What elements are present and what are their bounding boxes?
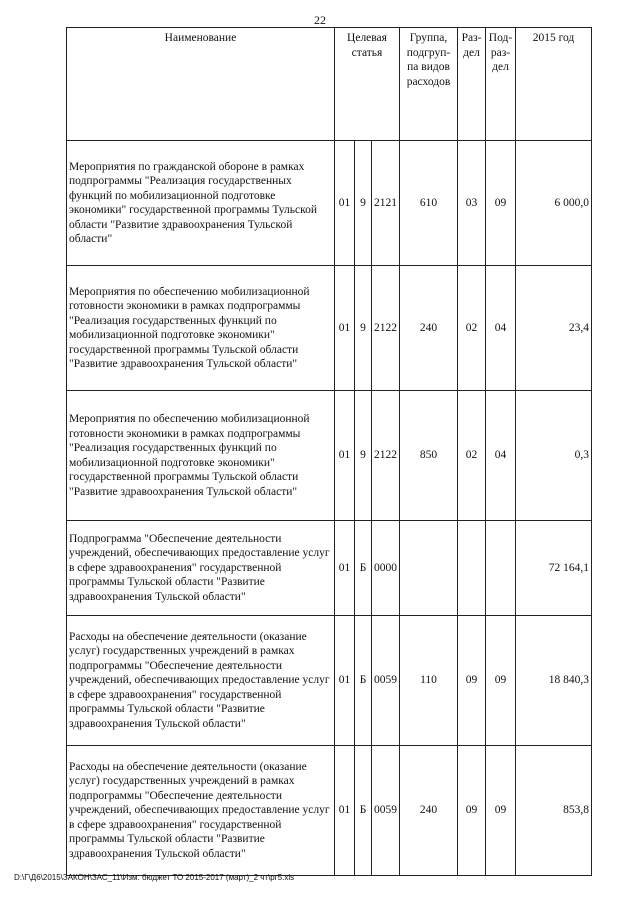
amount-2015: 18 840,3: [516, 616, 592, 746]
expense-group: 240: [400, 266, 458, 391]
row-name: Расходы на обеспечение деятельности (оказание услуг) государственных учреждений в рамках подпрограммы "Обеспечение деятельности учреждений, обеспечивающих предоставление услуг в сфере здравоохранения" государственной программы Тульской области "Развитие здравоохранения Тульской области": [67, 616, 335, 746]
budget-table: [66, 27, 592, 876]
table-row: [67, 141, 592, 266]
row-name: Мероприятия по обеспечению мобилизационной готовности экономики в рамках подпрограммы "Реализация государственных функций по мобилизационной подготовке экономики" государственной программы Тульской области "Развитие здравоохранения Тульской области": [67, 266, 335, 391]
section-code: 02: [458, 266, 486, 391]
subsection-code: 09: [486, 746, 516, 876]
target-code-subprogram: 9: [355, 266, 372, 391]
target-code-program: 01: [335, 391, 355, 521]
header-group: Группа, подгруп-па видов расходов: [400, 28, 458, 141]
table-row: [67, 266, 592, 391]
amount-2015: 0,3: [516, 391, 592, 521]
amount-2015: 853,8: [516, 746, 592, 876]
row-name: Мероприятия по гражданской обороне в рамках подпрограммы "Реализация государственных функций по мобилизационной подготовке экономики" государственной программы Тульской области "Развитие здравоохранения Тульской области": [67, 141, 335, 266]
header-row: [67, 28, 592, 141]
target-code-program: 01: [335, 266, 355, 391]
target-code-program: 01: [335, 746, 355, 876]
header-name: Наименование: [67, 28, 335, 141]
header-target-article: Целевая статья: [335, 28, 400, 141]
target-code-direction: 2121: [372, 141, 400, 266]
header-section: Раз-дел: [458, 28, 486, 141]
page-number: 22: [314, 13, 326, 27]
target-code-program: 01: [335, 521, 355, 616]
row-name: Мероприятия по обеспечению мобилизационной готовности экономики в рамках подпрограммы "Реализация государственных функций по мобилизационной подготовке экономики" государственной программы Тульской области "Развитие здравоохранения Тульской области": [67, 391, 335, 521]
subsection-code: 09: [486, 141, 516, 266]
target-code-subprogram: Б: [355, 746, 372, 876]
target-code-direction: 0059: [372, 616, 400, 746]
target-code-direction: 0000: [372, 521, 400, 616]
target-code-subprogram: 9: [355, 391, 372, 521]
header-year: 2015 год: [516, 28, 592, 141]
section-code: 09: [458, 746, 486, 876]
amount-2015: 6 000,0: [516, 141, 592, 266]
subsection-code: 04: [486, 266, 516, 391]
expense-group: 240: [400, 746, 458, 876]
subsection-code: [486, 521, 516, 616]
table-row: [67, 391, 592, 521]
file-path-footer: D:\Г\Д6\2015\ЗАКОН\ЗАС_11\Изм. бюджет ТО 2015-2017 (март)_2 чт\рг5.xls: [14, 873, 295, 882]
expense-group: 850: [400, 391, 458, 521]
section-code: 09: [458, 616, 486, 746]
expense-group: 610: [400, 141, 458, 266]
table-row: [67, 521, 592, 616]
subsection-code: 04: [486, 391, 516, 521]
target-code-subprogram: 9: [355, 141, 372, 266]
target-code-program: 01: [335, 141, 355, 266]
subsection-code: 09: [486, 616, 516, 746]
amount-2015: 72 164,1: [516, 521, 592, 616]
row-name: Подпрограмма "Обеспечение деятельности учреждений, обеспечивающих предоставление услуг в сфере здравоохранения" государственной программы Тульской области "Развитие здравоохранения Тульской области": [67, 521, 335, 616]
target-code-subprogram: Б: [355, 521, 372, 616]
table-row: [67, 616, 592, 746]
header-subsection: Под-раз-дел: [486, 28, 516, 141]
section-code: [458, 521, 486, 616]
amount-2015: 23,4: [516, 266, 592, 391]
target-code-direction: 0059: [372, 746, 400, 876]
target-code-direction: 2122: [372, 266, 400, 391]
section-code: 03: [458, 141, 486, 266]
row-name: Расходы на обеспечение деятельности (оказание услуг) государственных учреждений в рамках подпрограммы "Обеспечение деятельности учреждений, обеспечивающих предоставление услуг в сфере здравоохранения" государственной программы Тульской области "Развитие здравоохранения Тульской области": [67, 746, 335, 876]
table-row: [67, 746, 592, 876]
expense-group: 110: [400, 616, 458, 746]
expense-group: [400, 521, 458, 616]
section-code: 02: [458, 391, 486, 521]
target-code-subprogram: Б: [355, 616, 372, 746]
target-code-program: 01: [335, 616, 355, 746]
target-code-direction: 2122: [372, 391, 400, 521]
